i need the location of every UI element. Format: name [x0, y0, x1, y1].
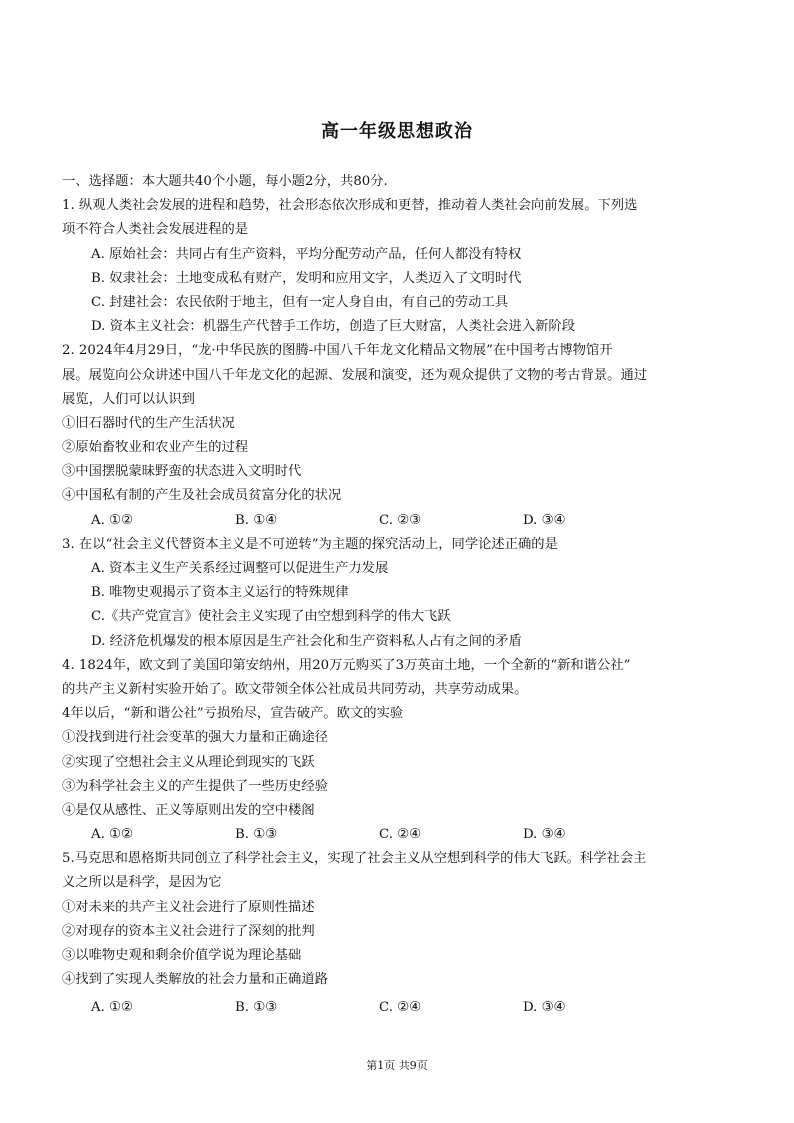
- choice-d: D. ③④: [523, 512, 566, 528]
- question-stem-line: 1. 纵观人类社会发展的进程和趋势，社会形态依次形成和更替，推动着人类社会向前发展。下列选: [62, 198, 638, 214]
- question-stem-line: 4年以后，“新和谐公社”亏损殆尽，宣告破产。欧文的实验: [62, 706, 404, 722]
- statement-item: ②原始畜牧业和农业产生的过程: [62, 440, 249, 456]
- answer-choices: [62, 823, 740, 847]
- option-c: C.《共产党宣言》使社会主义实现了由空想到科学的伟大飞跃: [91, 609, 451, 625]
- question-stem-line: 展览，人们可以认识到: [62, 391, 195, 407]
- option-b: B. 奴隶社会：土地变成私有财产，发明和应用文字，人类迈入了文明时代: [91, 270, 522, 286]
- choice-c: C. ②④: [379, 827, 421, 843]
- option-c: C. 封建社会：农民依附于地主，但有一定人身自由，有自己的劳动工具: [91, 294, 509, 310]
- choice-c: C. ②④: [379, 1000, 421, 1016]
- question-stem-line: 2. 2024年4月29日，“龙·中华民族的图腾-中国八千年龙文化精品文物展”在中国考古博物馆开: [62, 343, 613, 359]
- choice-a: A. ①②: [91, 1000, 133, 1016]
- statement-item: ④找到了实现人类解放的社会力量和正确道路: [62, 972, 328, 988]
- choice-b: B. ①③: [235, 827, 278, 843]
- choice-c: C. ②③: [379, 512, 421, 528]
- question-1: [62, 194, 740, 339]
- answer-choices: [62, 509, 740, 533]
- question-stem-line: 的共产主义新村实验开始了。欧文带领全体公社成员共同劳动，共享劳动成果。: [62, 681, 528, 697]
- statement-item: ①旧石器时代的生产生活状况: [62, 415, 235, 431]
- question-stem-line: 3. 在以“社会主义代替资本主义是不可逆转”为主题的探究活动上，同学论述正确的是: [62, 536, 558, 552]
- page-number: 第1页 共9页: [366, 1059, 428, 1072]
- statement-item: ④是仅从感性、正义等原则出发的空中楼阁: [62, 802, 315, 818]
- option-a: A. 资本主义生产关系经过调整可以促进生产力发展: [91, 561, 389, 576]
- question-stem-line: 义之所以是科学，是因为它: [62, 875, 222, 891]
- choice-a: A. ①②: [91, 827, 133, 843]
- question-stem-line: 项不符合人类社会发展进程的是: [62, 222, 249, 238]
- question-5: [62, 847, 740, 1020]
- choice-a: A. ①②: [91, 512, 133, 528]
- option-d: D. 资本主义社会：机器生产代替手工作坊，创造了巨大财富，人类社会进入新阶段: [91, 319, 576, 335]
- question-stem-line: 展。展览向公众讲述中国八千年龙文化的起源、发展和演变，还为观众提供了文物的考古背景。通过: [62, 367, 648, 383]
- question-stem-line: 4. 1824年，欧文到了美国印第安纳州，用20万元购买了3万英亩土地，一个全新的“新和谐公社”: [62, 657, 631, 673]
- statement-item: ③以唯物史观和剩余价值学说为理论基础: [62, 948, 302, 963]
- statement-item: ③中国摆脱蒙昧野蛮的状态进入文明时代: [62, 464, 302, 480]
- option-b: B. 唯物史观揭示了资本主义运行的特殊规律: [91, 585, 349, 601]
- choice-d: D. ③④: [523, 827, 566, 843]
- choice-d: D. ③④: [523, 1000, 566, 1016]
- statement-item: ③为科学社会主义的产生提供了一些历史经验: [62, 778, 328, 794]
- question-3: [62, 533, 740, 654]
- statement-item: ④中国私有制的产生及社会成员贫富分化的状况: [62, 488, 342, 504]
- statement-item: ①没找到进行社会变革的强大力量和正确途径: [62, 730, 328, 746]
- question-stem-line: 5.马克思和恩格斯共同创立了科学社会主义，实现了社会主义从空想到科学的伟大飞跃。科学社会主: [62, 851, 647, 867]
- choice-b: B. ①④: [235, 512, 278, 528]
- choice-b: B. ①③: [235, 1000, 278, 1016]
- answer-choices: [62, 996, 740, 1020]
- option-d: D. 经济危机爆发的根本原因是生产社会化和生产资料私人占有之间的矛盾: [91, 633, 522, 649]
- question-4: [62, 654, 740, 848]
- question-2: [62, 339, 740, 533]
- option-a: A. 原始社会：共同占有生产资料，平均分配劳动产品，任何人都没有特权: [91, 246, 522, 262]
- statement-item: ②实现了空想社会主义从理论到现实的飞跃: [62, 754, 315, 770]
- question-content: [62, 170, 740, 1021]
- statement-item: ②对现存的资本主义社会进行了深刻的批判: [62, 923, 315, 939]
- page-title: 高一年级思想政治: [321, 121, 473, 142]
- section-header: 一、选择题：本大题共40个小题，每小题2分，共80分.: [62, 174, 388, 189]
- statement-item: ①对未来的共产主义社会进行了原则性描述: [62, 899, 315, 915]
